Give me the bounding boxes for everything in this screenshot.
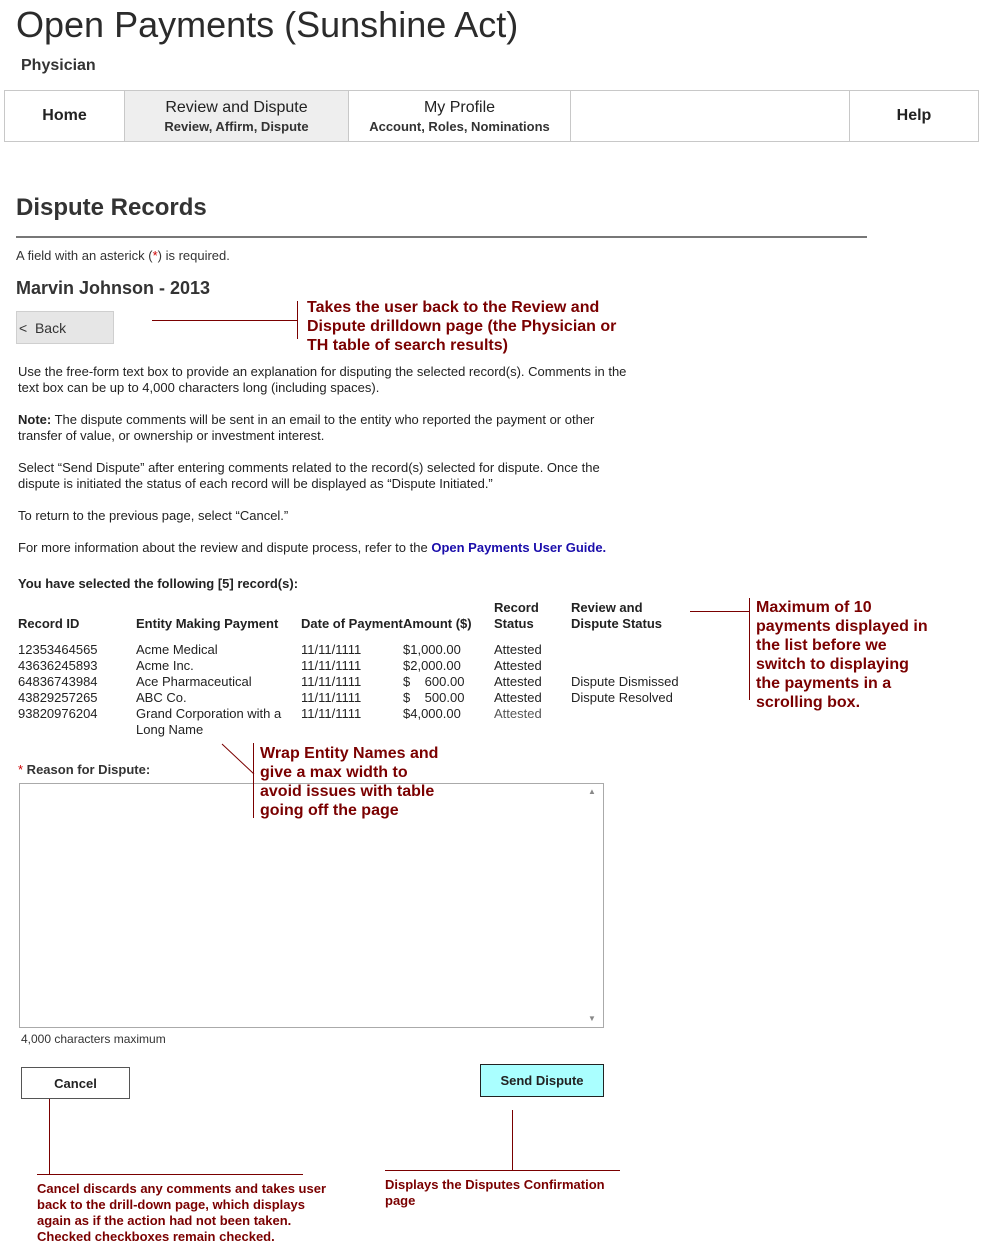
annotation-connector — [220, 740, 260, 780]
cancel-instructions-paragraph: To return to the previous page, select “Cancel.” — [18, 508, 289, 523]
cell-entity: Acme Inc. — [136, 658, 194, 673]
cell-entity: ABC Co. — [136, 690, 187, 705]
annotation-connector — [385, 1170, 620, 1171]
cell-date: 11/11/1111 — [301, 690, 362, 705]
reason-label-text: Reason for Dispute: — [23, 762, 151, 777]
cell-review-status — [571, 642, 691, 658]
cell-amount: $1,000.00 — [403, 642, 461, 657]
tab-profile-label: My Profile — [423, 98, 496, 116]
col-date: Date of Payment — [301, 616, 403, 631]
annotation-connector — [37, 1174, 303, 1175]
cell-date: 11/11/1111 — [301, 658, 362, 673]
table-row — [18, 674, 691, 690]
cell-amount: $ 500.00 — [403, 690, 465, 705]
required-asterisk: * — [152, 248, 158, 263]
tab-help-label: Help — [896, 107, 932, 124]
tab-home-label: Home — [42, 107, 87, 124]
col-amount: Amount ($) — [403, 616, 472, 631]
cell-review-status — [571, 658, 691, 674]
cell-date: 11/11/1111 — [301, 674, 362, 689]
annotation-max-records: Maximum of 10 payments displayed in the list before we switch to displaying the payments in a scrolling box. — [756, 599, 928, 711]
tab-profile-sublabel: Account, Roles, Nominations — [369, 118, 550, 134]
cell-entity: Ace Pharmaceutical — [136, 674, 252, 689]
cell-record-id: 64836743984 — [18, 674, 98, 689]
required-note-prefix: A field with an asterick ( — [16, 248, 153, 263]
scroll-up-icon[interactable]: ▲ — [588, 787, 596, 796]
table-row — [18, 706, 691, 738]
table-row — [18, 690, 691, 706]
page-title: Dispute Records — [16, 194, 207, 221]
back-button[interactable] — [16, 311, 114, 344]
more-info-paragraph — [18, 540, 628, 556]
more-info-text: For more information about the review and dispute process, refer to the — [18, 540, 432, 555]
reason-label — [18, 762, 150, 777]
cell-record-id: 93820976204 — [18, 706, 98, 721]
table-row — [18, 642, 691, 658]
annotation-send: Displays the Disputes Confirmation page — [385, 1177, 605, 1208]
cell-entity: Grand Corporation with a Long Name — [136, 706, 282, 737]
cell-record-id: 43829257265 — [18, 690, 98, 705]
cell-review-status: Dispute Dismissed — [571, 674, 679, 689]
instructions-paragraph: Use the free-form text box to provide an explanation for disputing the selected record(s). Comments in the text box can be up to 4,000 characters long (including spaces). — [18, 364, 627, 395]
title-divider — [16, 236, 867, 238]
cell-record-status: Attested — [494, 690, 542, 705]
annotation-connector — [152, 320, 298, 321]
required-field-note — [16, 248, 230, 263]
tab-my-profile[interactable] — [349, 91, 571, 141]
annotation-connector — [749, 598, 750, 700]
user-role: Physician — [21, 57, 96, 74]
tab-home[interactable] — [5, 91, 125, 141]
cell-record-id: 12353464565 — [18, 642, 98, 657]
annotation-connector — [49, 1099, 50, 1175]
col-review-status: Review and Dispute Status — [571, 600, 663, 631]
cell-entity: Acme Medical — [136, 642, 218, 657]
note-paragraph — [18, 412, 628, 444]
cell-record-status: Attested — [494, 642, 542, 657]
send-dispute-button[interactable]: Send Dispute — [480, 1064, 604, 1097]
col-record-status: Record Status — [494, 600, 539, 631]
send-instructions-paragraph: Select “Send Dispute” after entering comments related to the record(s) selected for dispute. Once the dispute is initiated the status of each record will be displayed as “Dispute Initiated.” — [18, 460, 600, 491]
cell-date: 11/11/1111 — [301, 642, 362, 657]
cell-amount: $4,000.00 — [403, 706, 461, 721]
record-owner-heading: Marvin Johnson - 2013 — [16, 278, 211, 298]
note-text: The dispute comments will be sent in an email to the entity who reported the payment or other transfer of value, or ownership or investment interest. — [18, 412, 595, 443]
tab-help[interactable] — [850, 91, 978, 141]
app-title: Open Payments (Sunshine Act) — [16, 4, 519, 45]
back-arrow-icon: < — [19, 319, 28, 336]
table-row — [18, 658, 691, 674]
selected-records-heading: You have selected the following [5] record(s): — [18, 576, 299, 591]
annotation-wrap: Wrap Entity Names and give a max width to avoid issues with table going off the page — [260, 745, 439, 819]
tab-review-sublabel: Review, Affirm, Dispute — [164, 118, 309, 134]
required-asterisk: * — [18, 762, 24, 777]
annotation-connector — [253, 743, 254, 818]
cancel-button[interactable]: Cancel — [21, 1067, 130, 1099]
note-label: Note: — [18, 412, 52, 427]
user-guide-link[interactable]: Open Payments User Guide. — [431, 540, 607, 555]
main-nav — [4, 90, 979, 142]
char-limit-hint: 4,000 characters maximum — [21, 1032, 166, 1046]
col-record-id: Record ID — [18, 616, 80, 631]
annotation-cancel: Cancel discards any comments and takes user back to the drill-down page, which displays again as if the action had not been taken. Checked checkboxes remain checked. — [37, 1181, 327, 1244]
tab-empty — [571, 91, 850, 141]
scroll-down-icon[interactable]: ▼ — [588, 1014, 596, 1023]
cell-amount: $ 600.00 — [403, 674, 465, 689]
cell-record-status: Attested — [494, 658, 542, 673]
annotation-back: Takes the user back to the Review and Dispute drilldown page (the Physician or TH table of search results) — [307, 299, 617, 354]
cell-review-status — [571, 706, 691, 738]
back-button-label: Back — [34, 319, 67, 336]
selected-records-table — [18, 600, 691, 738]
col-entity: Entity Making Payment — [136, 616, 279, 631]
tab-review-and-dispute[interactable] — [125, 91, 349, 141]
annotation-connector — [297, 301, 298, 339]
required-note-suffix: ) is required. — [157, 248, 230, 263]
cell-review-status: Dispute Resolved — [571, 690, 673, 705]
annotation-connector — [690, 611, 750, 612]
cell-record-status: Attested — [494, 706, 542, 721]
cell-amount: $2,000.00 — [403, 658, 461, 673]
cell-date: 11/11/1111 — [301, 706, 362, 721]
annotation-connector — [512, 1110, 513, 1171]
cell-record-status: Attested — [494, 674, 542, 689]
tab-review-label: Review and Dispute — [165, 98, 308, 116]
cell-record-id: 43636245893 — [18, 658, 98, 673]
